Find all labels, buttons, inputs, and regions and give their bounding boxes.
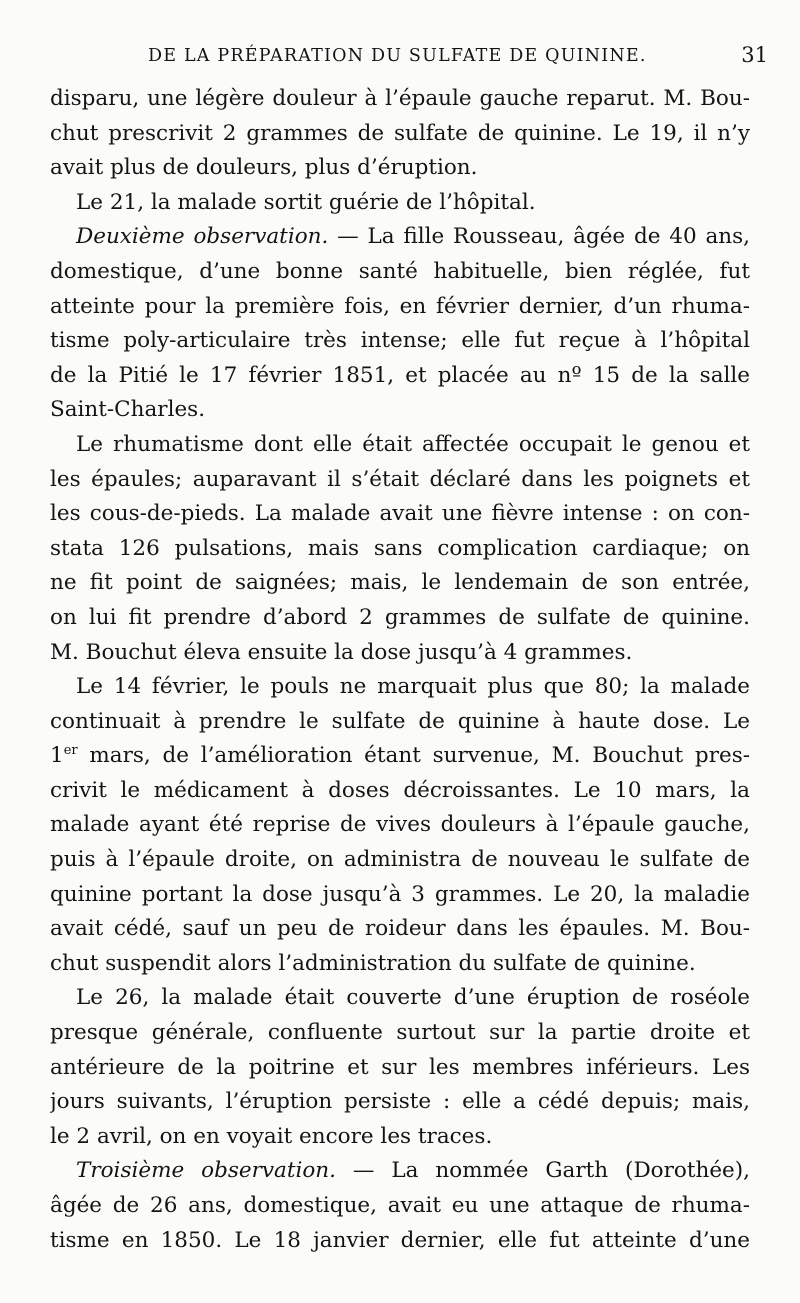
- line-text: Le 26, la malade était couverte d’une éruption de roséole: [76, 985, 750, 1011]
- text-line: [50, 1189, 750, 1224]
- line-text: Le rhumatisme dont elle était affectée occupait le genou et: [76, 431, 750, 457]
- text-line: [50, 566, 750, 601]
- line-text: disparu, une légère douleur à l’épaule gauche reparut. M. Bou-: [50, 86, 750, 111]
- line-text: chut prescrivit 2 grammes de sulfate de quinine. Le 19, il n’y: [50, 120, 750, 146]
- line-text: stata 126 pulsations, mais sans complication cardiaque; on: [50, 535, 750, 561]
- text-line: [50, 981, 750, 1016]
- text-line: [50, 739, 750, 774]
- line-text: de la Pitié le 17 février 1851, et placée au nº 15 de la salle: [50, 362, 750, 388]
- line-text: domestique, d’une bonne santé habituelle, bien réglée, fut: [50, 258, 750, 284]
- ordinal-number: 1: [50, 743, 64, 769]
- text-line: [50, 393, 750, 428]
- line-text: puis à l’épaule droite, on administra de nouveau le sulfate de: [50, 847, 750, 873]
- line-text: presque générale, confluente surtout sur la partie droite et: [50, 1020, 750, 1046]
- text-line: [50, 1120, 750, 1155]
- text-line: [50, 774, 750, 809]
- text-line: [50, 324, 750, 359]
- text-line: [50, 808, 750, 843]
- line-text: Le 21, la malade sortit guérie de l’hôpital.: [76, 189, 536, 215]
- line-text: atteinte pour la première fois, en février dernier, d’un rhuma-: [50, 293, 750, 319]
- line-text: Le 14 février, le pouls ne marquait plus que 80; la malade: [76, 674, 750, 700]
- text-line: [50, 705, 750, 740]
- text-line: [50, 532, 750, 567]
- line-text: continuait à prendre le sulfate de quinine à haute dose. Le: [50, 708, 750, 734]
- line-text: M. Bouchut éleva ensuite la dose jusqu’à 4 grammes.: [50, 639, 633, 665]
- text-line: [50, 1016, 750, 1051]
- text-line: [50, 255, 750, 290]
- observation-heading: Troisième observation.: [76, 1158, 336, 1184]
- text-line: [50, 463, 750, 498]
- text-line: [50, 843, 750, 878]
- text-line: [50, 117, 750, 152]
- page-number: 31: [741, 43, 768, 67]
- line-text: jours suivants, l’éruption persiste : elle a cédé depuis; mais,: [50, 1089, 750, 1115]
- line-text: tisme en 1850. Le 18 janvier dernier, elle fut atteinte d’une: [50, 1227, 750, 1253]
- text-line: [50, 878, 750, 913]
- line-text: on lui fit prendre d’abord 2 grammes de sulfate de quinine.: [50, 604, 750, 630]
- line-text: le 2 avril, on en voyait encore les traces.: [50, 1123, 493, 1149]
- line-text: avait cédé, sauf un peu de roideur dans les épaules. M. Bou-: [50, 916, 750, 942]
- text-line: [50, 912, 750, 947]
- text-line: [50, 186, 750, 221]
- line-text: crivit le médicament à doses décroissantes. Le 10 mars, la: [50, 777, 750, 803]
- text-line: [50, 497, 750, 532]
- text-line: [50, 636, 750, 671]
- running-header: [148, 43, 768, 70]
- line-text: — La nommée Garth (Dorothée),: [335, 1158, 750, 1184]
- text-line: [50, 82, 750, 117]
- line-text: les épaules; auparavant il s’était déclaré dans les poignets et: [50, 466, 750, 492]
- line-text: quinine portant la dose jusqu’à 3 grammes. Le 20, la maladie: [50, 881, 750, 907]
- text-line: [50, 601, 750, 636]
- line-text: les cous-de-pieds. La malade avait une fièvre intense : on con-: [50, 501, 750, 527]
- text-line: [50, 947, 750, 982]
- line-text: — La fille Rousseau, âgée de 40 ans,: [328, 224, 750, 250]
- running-title: DE LA PRÉPARATION DU SULFATE DE QUININE.: [148, 46, 647, 66]
- text-line: [50, 670, 750, 705]
- ordinal-suffix: er: [63, 743, 78, 759]
- line-text: mars, de l’amélioration étant survenue, M. Bouchut pres-: [77, 743, 750, 769]
- text-line: [50, 151, 750, 186]
- line-text: malade ayant été reprise de vives douleurs à l’épaule gauche,: [50, 812, 750, 838]
- text-line: [50, 290, 750, 325]
- text-line: [50, 1051, 750, 1086]
- text-line: [50, 1224, 750, 1259]
- line-text: Saint-Charles.: [50, 397, 206, 423]
- text-line: [50, 220, 750, 255]
- line-text: avait plus de douleurs, plus d’éruption.: [50, 155, 478, 181]
- line-text: tisme poly-articulaire très intense; elle fut reçue à l’hôpital: [50, 328, 750, 354]
- observation-heading: Deuxième observation.: [76, 224, 329, 250]
- line-text: chut suspendit alors l’administration du sulfate de quinine.: [50, 950, 696, 976]
- text-line: [50, 1085, 750, 1120]
- text-line: [50, 1154, 750, 1189]
- line-text: ne fit point de saignées; mais, le lendemain de son entrée,: [50, 570, 750, 596]
- line-text: âgée de 26 ans, domestique, avait eu une attaque de rhuma-: [50, 1193, 750, 1218]
- line-text: antérieure de la poitrine et sur les membres inférieurs. Les: [50, 1054, 750, 1080]
- text-line: [50, 428, 750, 463]
- text-line: [50, 359, 750, 394]
- body-text: [50, 82, 750, 1258]
